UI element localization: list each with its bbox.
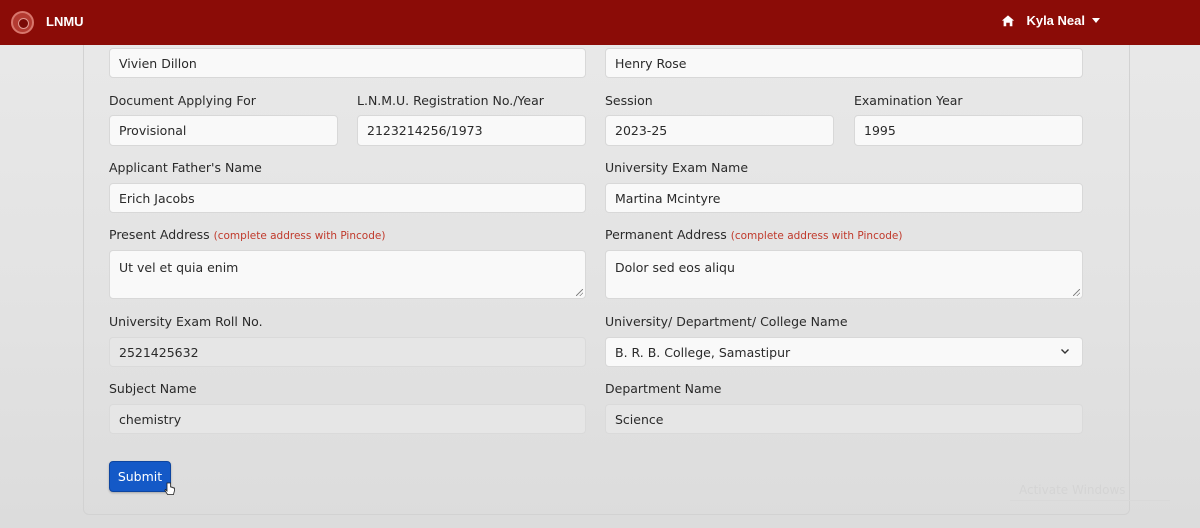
- present-address-textarea[interactable]: [109, 250, 586, 299]
- present-address-label-text: Present Address: [109, 227, 210, 242]
- father-name-value: Erich Jacobs: [119, 190, 195, 206]
- document-label: Document Applying For: [109, 93, 256, 108]
- registration-value: 2123214256/1973: [367, 123, 483, 138]
- home-icon: [1001, 14, 1015, 28]
- exam-name-value: Martina Mcintyre: [615, 190, 721, 206]
- exam-year-label: Examination Year: [854, 93, 963, 108]
- session-value: 2023-25: [615, 123, 668, 138]
- applicant-name-input[interactable]: [109, 48, 586, 78]
- department-name-value: Science: [615, 411, 664, 427]
- permanent-address-label-text: Permanent Address: [605, 227, 727, 242]
- exam-year-value: 1995: [864, 123, 896, 138]
- hand-cursor-icon: [164, 482, 176, 498]
- registration-label: L.N.M.U. Registration No./Year: [357, 93, 544, 108]
- caret-down-icon: [1092, 18, 1100, 23]
- father-name-label: Applicant Father's Name: [109, 160, 262, 175]
- top-navbar: [0, 0, 1200, 45]
- activate-windows-watermark: Activate Windows: [1019, 483, 1126, 497]
- applicant-name-value: Vivien Dillon: [119, 55, 197, 71]
- mother-name-input[interactable]: [605, 48, 1083, 78]
- chevron-down-icon: [1060, 346, 1070, 356]
- roll-number-label: University Exam Roll No.: [109, 314, 263, 329]
- roll-number-input[interactable]: [109, 337, 586, 367]
- permanent-address-textarea[interactable]: [605, 250, 1083, 299]
- permanent-address-note: (complete address with Pincode): [730, 230, 903, 242]
- exam-name-label: University Exam Name: [605, 160, 749, 175]
- department-name-input[interactable]: [605, 404, 1083, 434]
- submit-button[interactable]: Submit: [109, 461, 171, 492]
- college-select[interactable]: [605, 337, 1083, 367]
- exam-year-input[interactable]: [854, 115, 1083, 146]
- present-address-note: (complete address with Pincode): [213, 230, 386, 242]
- permanent-address-label: [605, 227, 903, 242]
- permanent-address-value: Dolor sed eos aliqu: [615, 260, 735, 275]
- subject-name-input[interactable]: [109, 404, 586, 434]
- resize-handle-icon[interactable]: [576, 289, 583, 296]
- father-name-input[interactable]: [109, 183, 586, 213]
- brand-name[interactable]: LNMU: [46, 14, 84, 29]
- registration-input[interactable]: [357, 115, 586, 146]
- document-input[interactable]: [109, 115, 338, 146]
- present-address-value: Ut vel et quia enim: [119, 260, 239, 275]
- exam-name-input[interactable]: [605, 183, 1083, 213]
- department-name-label: Department Name: [605, 381, 722, 396]
- user-menu[interactable]: [1001, 13, 1100, 28]
- document-value: Provisional: [119, 123, 187, 138]
- watermark-divider: [1010, 500, 1170, 501]
- roll-number-value: 2521425632: [119, 344, 199, 360]
- university-seal-icon[interactable]: [11, 11, 34, 34]
- college-value: B. R. B. College, Samastipur: [615, 344, 791, 360]
- user-name: Kyla Neal: [1026, 13, 1085, 28]
- session-input[interactable]: [605, 115, 834, 146]
- resize-handle-icon[interactable]: [1073, 289, 1080, 296]
- subject-name-label: Subject Name: [109, 381, 197, 396]
- subject-name-value: chemistry: [119, 411, 182, 427]
- present-address-label: [109, 227, 385, 242]
- college-label: University/ Department/ College Name: [605, 314, 848, 329]
- mother-name-value: Henry Rose: [615, 55, 687, 71]
- session-label: Session: [605, 93, 653, 108]
